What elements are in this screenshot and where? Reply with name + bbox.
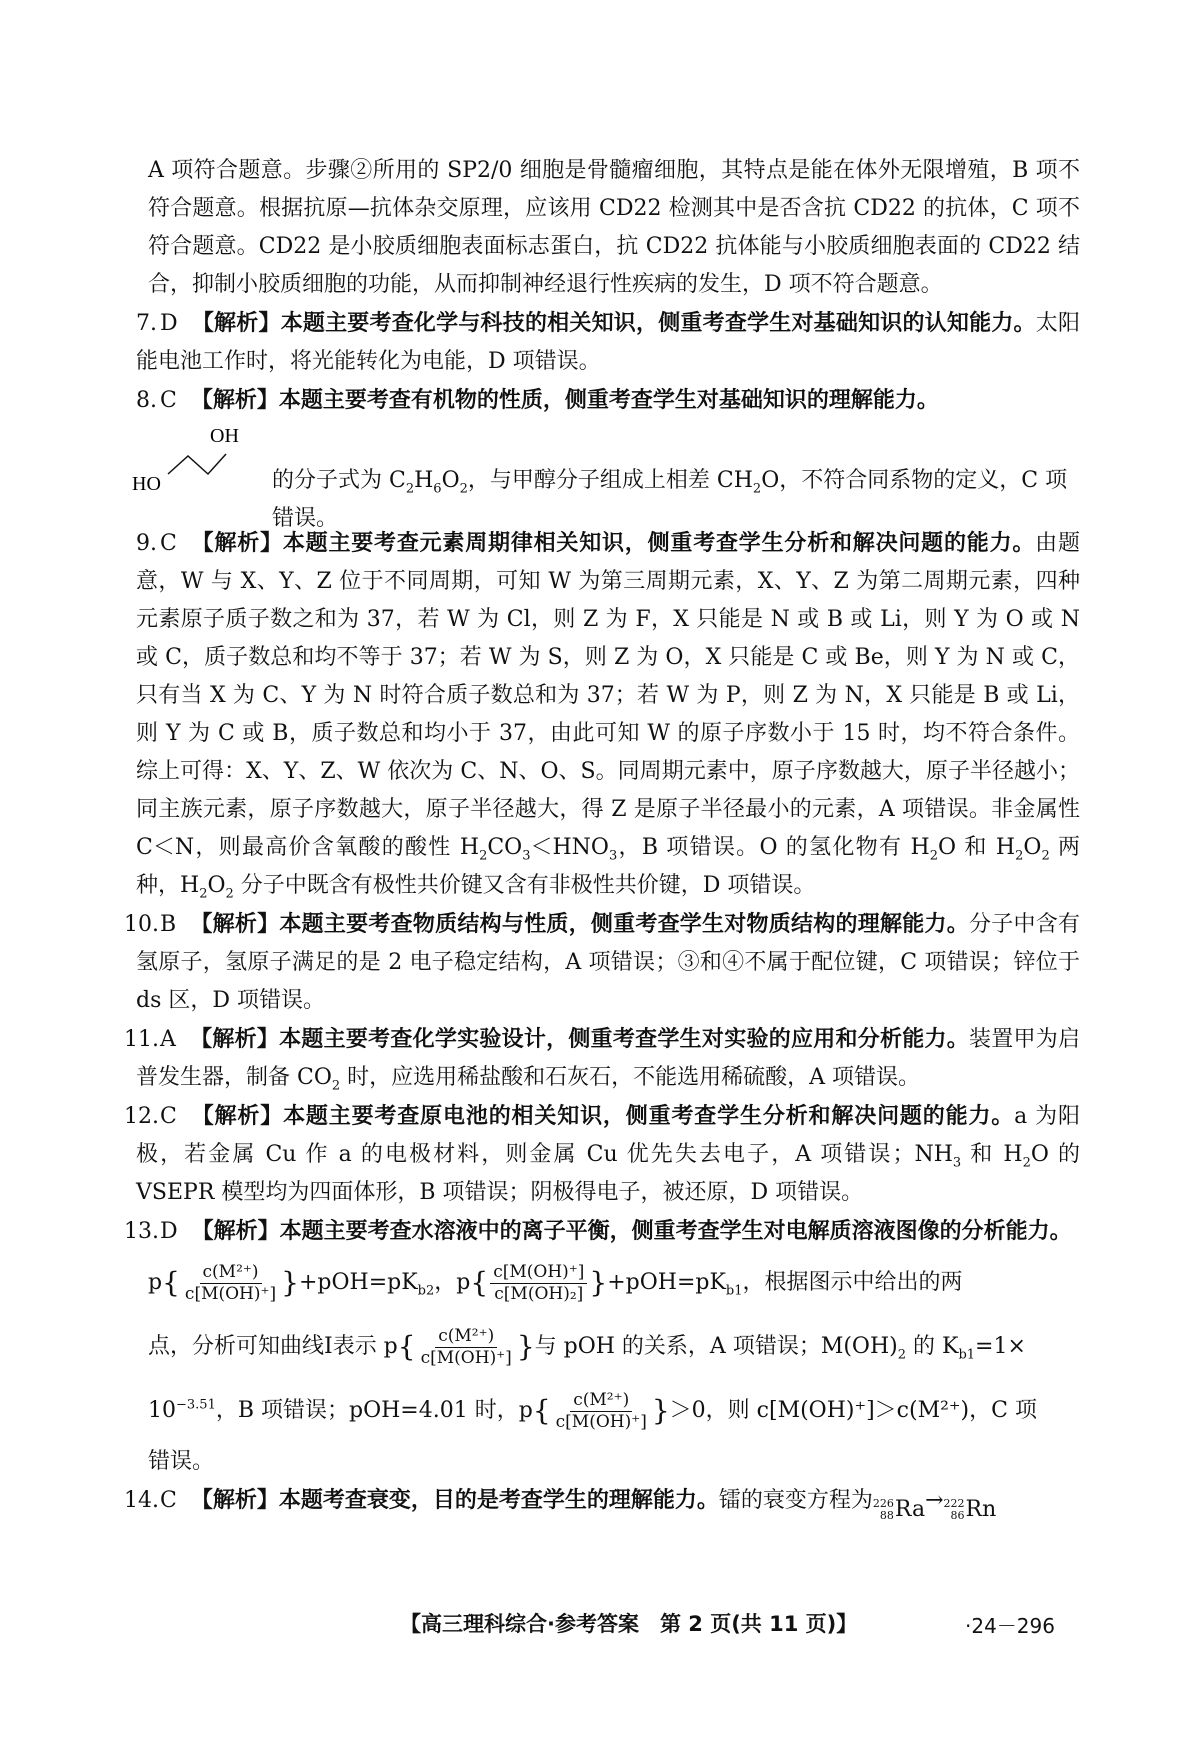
answer-item-12 bbox=[124, 1097, 1080, 1212]
answer-item-10 bbox=[124, 905, 1080, 1020]
item-summary: 本题主要考查元素周期律相关知识，侧重考查学生分析和解决问题的能力。 bbox=[282, 530, 1036, 556]
item-number: 10. bbox=[124, 912, 159, 937]
item-number: 8. bbox=[136, 388, 157, 413]
answer-item-8 bbox=[136, 381, 1080, 420]
item-13-formula-line-1: p{ $\frac{\text{c(M²⁺)}}{c[M(OH)^+]}$ }$+pOH=pK_{b2}$，p{ $\frac{c[M(OH)^+]}{\text{c[M(OH)₂]}}$ }$+pOH=pK_{b1}$，根据图示中给出的两 bbox=[148, 1261, 963, 1304]
intro-paragraph bbox=[148, 152, 1080, 304]
struct-oh-label: OH bbox=[210, 425, 239, 447]
item-answer: C bbox=[160, 388, 177, 413]
item-13-formula-line-3: $10^{-3.51}$，B 项错误；pOH=4.01 时，p{ $\frac{\text{c(M²⁺)}}{c[M(OH)^+]}$ }＞0，则 c[M(OH)⁺]＞c(M²⁺)，C 项 bbox=[148, 1389, 1037, 1432]
item-number: 7. bbox=[136, 311, 157, 336]
item-answer: C bbox=[160, 1488, 177, 1513]
item-summary: 本题考查衰变，目的是考查学生的理解能力。 bbox=[278, 1487, 719, 1513]
item-detail: 分子中含有氢原子，氢原子满足的是 2 电子稳定结构，A 项错误；③和④不属于配位键，C 项错误；锌位于 ds 区，D 项错误。 bbox=[136, 912, 1080, 1013]
radium-nuclide: 226 88 Ra bbox=[872, 1497, 926, 1522]
item-detail: a 为阳极，若金属 Cu 作 a 的电极材料，则金属 Cu 优先失去电子，A 项错误；$NH_3$ 和 $H_2O$ 的 VSEPR 模型均为四面体形，B 项错误；阴极得电子，被还原，D 项错误。 bbox=[136, 1104, 1080, 1205]
ethylene-glycol-structure bbox=[132, 420, 280, 504]
fraction-m2-over-moh: $\frac{\text{c(M²⁺)}}{c[M(OH)^+]}$ bbox=[420, 1325, 512, 1368]
answer-item-13 bbox=[124, 1212, 1080, 1251]
answer-content bbox=[124, 152, 1081, 1529]
page-footer: 【高三理科综合·参考答案 第 2 页(共 11 页)】 bbox=[400, 1612, 858, 1636]
item-detail: 镭的衰变方程为 bbox=[718, 1488, 873, 1513]
item-summary: 本题主要考查化学实验设计，侧重考查学生对实验的应用和分析能力。 bbox=[279, 1026, 969, 1052]
intro-text: A 项符合题意。步骤②所用的 SP2/0 细胞是骨髓瘤细胞，其特点是能在体外无限增殖，B 项不符合题意。根据抗原—抗体杂交原理，应该用 CD22 检测其中是否含抗 CD22 的抗体，C 项不符合题意。CD22 是小胶质细胞表面标志蛋白，抗 CD22 抗体能与小胶质细胞表面的 CD22 结合，抑制小胶质细胞的功能，从而抑制神经退行性疾病的发生，D 项不符合题意。 bbox=[148, 158, 1080, 297]
item-detail: 由题意，W 与 X、Y、Z 位于不同周期，可知 W 为第三周期元素，X、Y、Z 为第二周期元素，四种元素原子质子数之和为 37，若 W 为 Cl，则 Z 为 F，X 只能是 N 或 B 或 Li，则 Y 为 O 或 N 或 C，质子数总和均不等于 37；若 W 为 S，则 Z 为 O，X 只能是 C 或 Be，则 Y 为 N 或 C，只有当 X 为 C、Y 为 N 时符合质子数总和为 37；若 W 为 P，则 Z 为 N，X 只能是 B 或 Li，则 Y 为 C 或 B，质子数总和均小于 37，由此可知 W 的原子序数小于 15 时，均不符合条件。综上可得：X、Y、Z、W 依次为 C、N、O、S。同周期元素中，原子序数越大，原子半径越小；同主族元素，原子序数越大，原子半径越大，得 Z 是原子半径最小的元素，A 项错误。非金属性 C＜N，则最高价含氧酸的酸性 $H_2CO_3<HNO_3$，B 项错误。O 的氢化物有 $H_2O$ 和 $H_2O_2$ 两种，$H_2O_2$ 分子中既含有极性共价键又含有非极性共价键，D 项错误。 bbox=[136, 531, 1081, 902]
fraction-moh-over-moh2: $\frac{c[M(OH)^+]}{\text{c[M(OH)₂]}}$ bbox=[490, 1262, 587, 1305]
analysis-label: 【解析】 bbox=[191, 1218, 280, 1244]
item-detail: 太阳能电池工作时，将光能转化为电能，D 项错误。 bbox=[136, 311, 1080, 374]
item-summary: 本题主要考查原电池的相关知识，侧重考查学生分析和解决问题的能力。 bbox=[283, 1103, 1015, 1129]
struct-ho-label: HO bbox=[132, 473, 161, 495]
footer-code: ·24－296 bbox=[965, 1614, 1055, 1638]
answer-item-14: 14.C 【解析】本题考查衰变，目的是考查学生的理解能力。镭的衰变方程为 226 88 Ra → 222 86 Rn bbox=[136, 1481, 1080, 1529]
item-13-formula-line-4: 错误。 bbox=[148, 1449, 215, 1474]
item-summary: 本题主要考查水溶液中的离子平衡，侧重考查学生对电解质溶液图像的分析能力。 bbox=[279, 1218, 1072, 1244]
item-answer: A bbox=[160, 1027, 176, 1052]
analysis-label: 【解析】 bbox=[190, 530, 283, 556]
item-number: 9. bbox=[136, 531, 157, 556]
analysis-label: 【解析】 bbox=[191, 310, 281, 336]
item-number: 11. bbox=[124, 1027, 159, 1052]
analysis-label: 【解析】 bbox=[190, 1103, 284, 1129]
item-summary: 本题主要考查化学与科技的相关知识，侧重考查学生对基础知识的认知能力。 bbox=[280, 310, 1036, 336]
item-detail: 的分子式为 $C_2H_6O_2$，与甲醇分子组成上相差 $CH_2O$，不符合同系物的定义，C 项错误。 bbox=[272, 468, 1068, 531]
item-13-formula-line-2: 点，分析可知曲线Ⅰ表示 p{ $\frac{\text{c(M²⁺)}}{c[M(OH)^+]}$ }与 pOH 的关系，A 项错误；$M(OH)_2$ 的 $K_{b1}=1\times$ bbox=[148, 1325, 1026, 1368]
answer-item-9 bbox=[136, 524, 1080, 905]
analysis-label: 【解析】 bbox=[189, 1026, 280, 1052]
item-answer: C bbox=[160, 1104, 177, 1129]
item-answer: D bbox=[160, 1219, 178, 1244]
analysis-label: 【解析】 bbox=[190, 387, 279, 413]
item-answer: C bbox=[160, 531, 177, 556]
analysis-label: 【解析】 bbox=[190, 911, 280, 937]
radon-nuclide: 222 86 Rn bbox=[943, 1497, 997, 1522]
item-answer: B bbox=[160, 912, 177, 937]
item-detail: 装置甲为启普发生器，制备 $CO_2$ 时，应选用稀盐酸和石灰石，不能选用稀硫酸，A 项错误。 bbox=[136, 1027, 1080, 1094]
struct-bonds bbox=[168, 454, 226, 474]
item-number: 12. bbox=[124, 1104, 159, 1129]
fraction-m2-over-moh: $\frac{\text{c(M²⁺)}}{c[M(OH)^+]}$ bbox=[555, 1389, 647, 1432]
item-answer: D bbox=[160, 311, 178, 336]
analysis-label: 【解析】 bbox=[190, 1487, 279, 1513]
item-number: 14. bbox=[124, 1488, 159, 1513]
item-summary: 本题主要考查物质结构与性质，侧重考查学生对物质结构的理解能力。 bbox=[279, 911, 969, 937]
fraction-m2-over-moh: $\frac{\text{c(M²⁺)}}{c[M(OH)^+]}$ bbox=[184, 1261, 277, 1304]
answer-item-7 bbox=[136, 304, 1080, 381]
ethylene-glycol-row bbox=[132, 420, 1080, 531]
answer-item-11 bbox=[124, 1020, 1080, 1097]
item-summary: 本题主要考查有机物的性质，侧重考查学生对基础知识的理解能力。 bbox=[278, 387, 939, 413]
item-number: 13. bbox=[124, 1219, 159, 1244]
